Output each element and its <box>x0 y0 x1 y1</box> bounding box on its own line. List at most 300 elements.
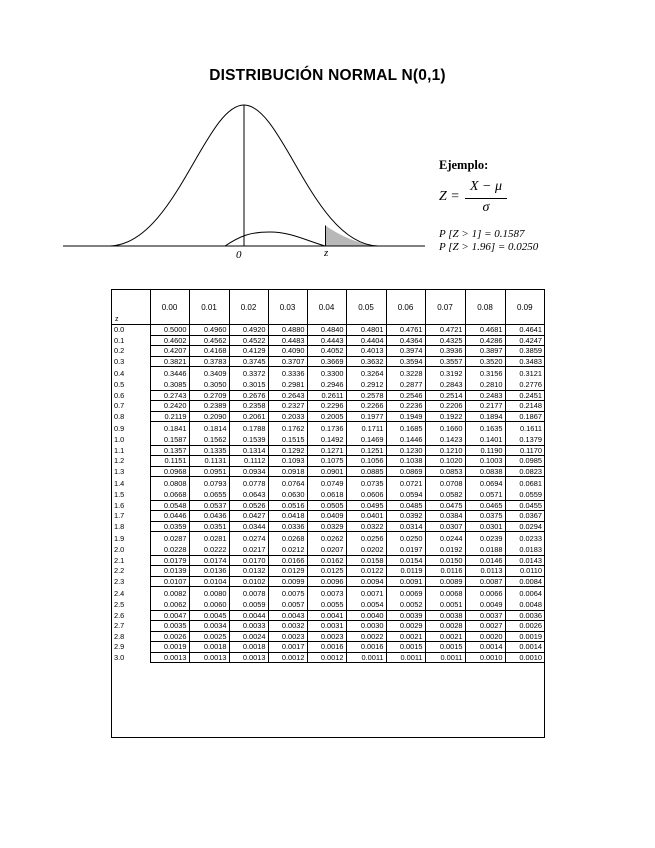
probability-cell: 0.0630 <box>268 490 307 500</box>
probability-cell: 0.0048 <box>505 600 544 610</box>
probability-cell: 0.5000 <box>150 325 189 336</box>
table-row <box>112 555 544 566</box>
table-row <box>112 390 544 401</box>
probability-cell: 0.0047 <box>150 610 189 621</box>
probability-cell: 0.0250 <box>386 532 425 546</box>
probability-cell: 0.0307 <box>425 521 465 532</box>
probability-cell: 0.1736 <box>307 422 346 436</box>
probability-cell: 0.2090 <box>189 411 229 422</box>
probability-cell: 0.2296 <box>307 401 346 412</box>
probability-cell: 0.0322 <box>346 521 386 532</box>
probability-cell: 0.0183 <box>505 545 544 555</box>
probability-cell: 0.3783 <box>189 356 229 367</box>
probability-cell: 0.0069 <box>386 587 425 601</box>
probability-cell: 0.2061 <box>229 411 268 422</box>
probability-cell: 0.0043 <box>268 610 307 621</box>
z-value-cell: 1.0 <box>114 435 125 445</box>
z-value-cell: 2.3 <box>114 576 125 586</box>
z-value-cell: 2.4 <box>114 588 125 598</box>
probability-cell: 0.4052 <box>307 346 346 357</box>
probability-cell: 0.1056 <box>346 456 386 467</box>
probability-cell: 0.0885 <box>346 466 386 477</box>
probability-cell: 0.0559 <box>505 490 544 500</box>
column-header: 0.07 <box>425 290 465 325</box>
probability-cell: 0.0384 <box>425 511 465 522</box>
probability-cell: 0.0202 <box>346 545 386 555</box>
probability-cell: 0.3015 <box>229 380 268 390</box>
probability-cell: 0.0125 <box>307 566 346 577</box>
probability-cell: 0.3264 <box>346 367 386 381</box>
probability-cell: 0.3483 <box>505 356 544 367</box>
z-value-cell: 2.2 <box>114 566 125 575</box>
table-row <box>112 621 544 632</box>
probability-cell: 0.3409 <box>189 367 229 381</box>
probability-cell: 0.3520 <box>465 356 505 367</box>
probability-cell: 0.0694 <box>465 477 505 491</box>
probability-cell: 0.0064 <box>505 587 544 601</box>
probability-cell: 0.0179 <box>150 555 189 566</box>
table-row <box>112 532 544 546</box>
probability-cell: 0.3669 <box>307 356 346 367</box>
probability-cell: 0.0548 <box>150 500 189 511</box>
table-row <box>112 325 544 336</box>
probability-cell: 0.4404 <box>346 335 386 346</box>
table-row <box>112 367 544 381</box>
probability-cell: 0.1762 <box>268 422 307 436</box>
probability-cell: 0.0934 <box>229 466 268 477</box>
probability-cell: 0.2420 <box>150 401 189 412</box>
column-header: 0.05 <box>346 290 386 325</box>
probability-cell: 0.0537 <box>189 500 229 511</box>
z-value-cell: 2.6 <box>114 610 125 620</box>
column-header: 0.09 <box>505 290 544 325</box>
origin-label: 0 <box>236 249 242 261</box>
probability-cell: 0.1292 <box>268 445 307 456</box>
probability-cell: 0.0351 <box>189 521 229 532</box>
probability-cell: 0.0197 <box>386 545 425 555</box>
probability-cell: 0.3085 <box>150 380 189 390</box>
table-row <box>112 545 544 555</box>
probability-cell: 0.4247 <box>505 335 544 346</box>
formula-numerator: X − μ <box>469 179 503 194</box>
probability-cell: 0.3156 <box>465 367 505 381</box>
table-row <box>112 346 544 357</box>
probability-cell: 0.0080 <box>189 587 229 601</box>
probability-cell: 0.0455 <box>505 500 544 511</box>
probability-cell: 0.3300 <box>307 367 346 381</box>
probability-cell: 0.0838 <box>465 466 505 477</box>
probability-example-2: P [Z > 1.96] = 0.0250 <box>439 241 539 253</box>
probability-cell: 0.0129 <box>268 566 307 577</box>
probability-cell: 0.0287 <box>150 532 189 546</box>
probability-cell: 0.0016 <box>346 642 386 653</box>
probability-cell: 0.0051 <box>425 600 465 610</box>
probability-cell: 0.0102 <box>229 576 268 587</box>
table-row <box>112 401 544 412</box>
probability-cell: 0.0244 <box>425 532 465 546</box>
table-row <box>112 356 544 367</box>
probability-cell: 0.0014 <box>465 642 505 653</box>
probability-cell: 0.0119 <box>386 566 425 577</box>
probability-cell: 0.0212 <box>268 545 307 555</box>
probability-cell: 0.0015 <box>386 642 425 653</box>
probability-cell: 0.0068 <box>425 587 465 601</box>
z-value-cell: 1.1 <box>114 445 125 455</box>
probability-cell: 0.2358 <box>229 401 268 412</box>
probability-cell: 0.3707 <box>268 356 307 367</box>
small-curve <box>225 232 325 246</box>
probability-cell: 0.2177 <box>465 401 505 412</box>
probability-cell: 0.1357 <box>150 445 189 456</box>
probability-cell: 0.0268 <box>268 532 307 546</box>
probability-cell: 0.2546 <box>386 390 425 401</box>
z-value-cell: 2.8 <box>114 631 125 641</box>
probability-cell: 0.0057 <box>268 600 307 610</box>
table-row <box>112 587 544 601</box>
probability-cell: 0.0409 <box>307 511 346 522</box>
probability-cell: 0.0016 <box>307 642 346 653</box>
probability-cell: 0.0099 <box>268 576 307 587</box>
probability-cell: 0.0021 <box>386 631 425 642</box>
probability-cell: 0.3446 <box>150 367 189 381</box>
probability-cell: 0.0336 <box>268 521 307 532</box>
probability-cell: 0.1230 <box>386 445 425 456</box>
z-value-cell: 2.0 <box>114 545 125 555</box>
probability-cell: 0.1190 <box>465 445 505 456</box>
probability-cell: 0.0853 <box>425 466 465 477</box>
z-value-cell: 1.2 <box>114 456 125 465</box>
probability-cell: 0.1660 <box>425 422 465 436</box>
probability-cell: 0.0668 <box>150 490 189 500</box>
probability-cell: 0.2451 <box>505 390 544 401</box>
z-value-cell: 1.5 <box>114 490 125 500</box>
probability-cell: 0.0485 <box>386 500 425 511</box>
formula-denominator: σ <box>482 200 490 215</box>
formula-lhs: Z = <box>439 189 460 204</box>
probability-cell: 0.3936 <box>425 346 465 357</box>
probability-cell: 0.4522 <box>229 335 268 346</box>
probability-cell: 0.2266 <box>346 401 386 412</box>
z-value-cell: 0.9 <box>114 423 125 433</box>
probability-cell: 0.0011 <box>425 652 465 663</box>
table-header-row <box>112 290 544 325</box>
probability-cell: 0.0110 <box>505 566 544 577</box>
probability-cell: 0.0166 <box>268 555 307 566</box>
probability-cell: 0.0022 <box>346 631 386 642</box>
probability-cell: 0.0023 <box>268 631 307 642</box>
probability-cell: 0.1949 <box>386 411 425 422</box>
z-value-cell: 0.5 <box>114 380 125 390</box>
probability-cell: 0.0146 <box>465 555 505 566</box>
z-column-header: z <box>112 290 150 325</box>
probability-cell: 0.0475 <box>425 500 465 511</box>
probability-cell: 0.4286 <box>465 335 505 346</box>
probability-cell: 0.0735 <box>346 477 386 491</box>
probability-cell: 0.0516 <box>268 500 307 511</box>
probability-cell: 0.0012 <box>268 652 307 663</box>
probability-cell: 0.1131 <box>189 456 229 467</box>
probability-cell: 0.4641 <box>505 325 544 336</box>
table-row <box>112 600 544 610</box>
probability-cell: 0.0104 <box>189 576 229 587</box>
probability-cell: 0.0314 <box>386 521 425 532</box>
probability-cell: 0.0207 <box>307 545 346 555</box>
z-value-cell: 2.7 <box>114 621 125 630</box>
probability-cell: 0.1587 <box>150 435 189 445</box>
probability-cell: 0.0020 <box>465 631 505 642</box>
probability-cell: 0.0154 <box>386 555 425 566</box>
column-header: 0.04 <box>307 290 346 325</box>
column-header: 0.02 <box>229 290 268 325</box>
column-header: 0.06 <box>386 290 425 325</box>
probability-cell: 0.0087 <box>465 576 505 587</box>
probability-cell: 0.4325 <box>425 335 465 346</box>
probability-example-1: P [Z > 1] = 0.1587 <box>439 228 525 240</box>
probability-cell: 0.1151 <box>150 456 189 467</box>
probability-cell: 0.4207 <box>150 346 189 357</box>
probability-cell: 0.0011 <box>386 652 425 663</box>
probability-cell: 0.0034 <box>189 621 229 632</box>
probability-cell: 0.0096 <box>307 576 346 587</box>
probability-cell: 0.0985 <box>505 456 544 467</box>
probability-cell: 0.4761 <box>386 325 425 336</box>
probability-cell: 0.0344 <box>229 521 268 532</box>
probability-cell: 0.1093 <box>268 456 307 467</box>
z-value-cell: 1.7 <box>114 511 125 520</box>
z-value-cell: 1.9 <box>114 533 125 543</box>
probability-cell: 0.0040 <box>346 610 386 621</box>
probability-cell: 0.1814 <box>189 422 229 436</box>
probability-cell: 0.0055 <box>307 600 346 610</box>
probability-cell: 0.0089 <box>425 576 465 587</box>
probability-cell: 0.4364 <box>386 335 425 346</box>
table-row <box>112 521 544 532</box>
table-row <box>112 652 544 663</box>
probability-cell: 0.1711 <box>346 422 386 436</box>
z-value-cell: 1.4 <box>114 478 125 488</box>
probability-cell: 0.0132 <box>229 566 268 577</box>
z-value-cell: 1.3 <box>114 466 125 476</box>
probability-cell: 0.2776 <box>505 380 544 390</box>
probability-cell: 0.0217 <box>229 545 268 555</box>
probability-cell: 0.0606 <box>346 490 386 500</box>
z-value-cell: 0.3 <box>114 356 125 366</box>
probability-cell: 0.4483 <box>268 335 307 346</box>
probability-cell: 0.0038 <box>425 610 465 621</box>
probability-cell: 0.3192 <box>425 367 465 381</box>
probability-cell: 0.0808 <box>150 477 189 491</box>
probability-cell: 0.0256 <box>346 532 386 546</box>
column-header: 0.08 <box>465 290 505 325</box>
probability-cell: 0.0026 <box>150 631 189 642</box>
probability-cell: 0.1003 <box>465 456 505 467</box>
probability-cell: 0.0113 <box>465 566 505 577</box>
table-row <box>112 380 544 390</box>
probability-cell: 0.0262 <box>307 532 346 546</box>
probability-cell: 0.0052 <box>386 600 425 610</box>
probability-cell: 0.0037 <box>465 610 505 621</box>
probability-cell: 0.0107 <box>150 576 189 587</box>
probability-cell: 0.4168 <box>189 346 229 357</box>
probability-cell: 0.2676 <box>229 390 268 401</box>
table-row <box>112 511 544 522</box>
probability-cell: 0.0136 <box>189 566 229 577</box>
probability-cell: 0.1469 <box>346 435 386 445</box>
probability-cell: 0.1635 <box>465 422 505 436</box>
probability-cell: 0.0031 <box>307 621 346 632</box>
table-row <box>112 456 544 467</box>
probability-cell: 0.0010 <box>465 652 505 663</box>
probability-cell: 0.0495 <box>346 500 386 511</box>
probability-cell: 0.0778 <box>229 477 268 491</box>
probability-cell: 0.3632 <box>346 356 386 367</box>
example-label: Ejemplo: <box>439 158 489 172</box>
probability-cell: 0.3594 <box>386 356 425 367</box>
probability-cell: 0.0035 <box>150 621 189 632</box>
probability-cell: 0.0174 <box>189 555 229 566</box>
probability-cell: 0.3228 <box>386 367 425 381</box>
probability-cell: 0.0062 <box>150 600 189 610</box>
probability-cell: 0.1038 <box>386 456 425 467</box>
probability-cell: 0.1894 <box>465 411 505 422</box>
probability-cell: 0.0505 <box>307 500 346 511</box>
probability-cell: 0.0084 <box>505 576 544 587</box>
table-row <box>112 422 544 436</box>
probability-cell: 0.0594 <box>386 490 425 500</box>
probability-cell: 0.3859 <box>505 346 544 357</box>
probability-cell: 0.1423 <box>425 435 465 445</box>
probability-cell: 0.0049 <box>465 600 505 610</box>
z-value-cell: 2.5 <box>114 600 125 610</box>
probability-cell: 0.0019 <box>150 642 189 653</box>
probability-cell: 0.1210 <box>425 445 465 456</box>
normal-curve-figure <box>0 0 655 270</box>
probability-cell: 0.2327 <box>268 401 307 412</box>
probability-cell: 0.0066 <box>465 587 505 601</box>
table-row <box>112 445 544 456</box>
probability-cell: 0.0793 <box>189 477 229 491</box>
probability-cell: 0.0091 <box>386 576 425 587</box>
probability-cell: 0.2483 <box>465 390 505 401</box>
probability-cell: 0.0041 <box>307 610 346 621</box>
probability-cell: 0.0655 <box>189 490 229 500</box>
probability-cell: 0.0018 <box>229 642 268 653</box>
table-row <box>112 576 544 587</box>
probability-cell: 0.1401 <box>465 435 505 445</box>
probability-cell: 0.0024 <box>229 631 268 642</box>
probability-cell: 0.0045 <box>189 610 229 621</box>
probability-cell: 0.0054 <box>346 600 386 610</box>
probability-cell: 0.4562 <box>189 335 229 346</box>
probability-cell: 0.1112 <box>229 456 268 467</box>
probability-cell: 0.1314 <box>229 445 268 456</box>
probability-cell: 0.0582 <box>425 490 465 500</box>
probability-cell: 0.0228 <box>150 545 189 555</box>
probability-cell: 0.0465 <box>465 500 505 511</box>
column-header: 0.00 <box>150 290 189 325</box>
table-row <box>112 500 544 511</box>
probability-cell: 0.4681 <box>465 325 505 336</box>
probability-cell: 0.2946 <box>307 380 346 390</box>
probability-cell: 0.0571 <box>465 490 505 500</box>
probability-cell: 0.0059 <box>229 600 268 610</box>
probability-cell: 0.0015 <box>425 642 465 653</box>
probability-cell: 0.0021 <box>425 631 465 642</box>
fraction-bar <box>465 198 507 199</box>
probability-cell: 0.0033 <box>229 621 268 632</box>
probability-cell: 0.0023 <box>307 631 346 642</box>
probability-cell: 0.0082 <box>150 587 189 601</box>
table-row <box>112 631 544 642</box>
probability-cell: 0.0071 <box>346 587 386 601</box>
table-row <box>112 490 544 500</box>
probability-cell: 0.4960 <box>189 325 229 336</box>
z-value-cell: 0.6 <box>114 390 125 400</box>
probability-cell: 0.2981 <box>268 380 307 390</box>
probability-cell: 0.2912 <box>346 380 386 390</box>
probability-cell: 0.0073 <box>307 587 346 601</box>
z-value-cell: 0.1 <box>114 335 125 345</box>
probability-cell: 0.0017 <box>268 642 307 653</box>
z-value-cell: 0.8 <box>114 411 125 421</box>
probability-cell: 0.4090 <box>268 346 307 357</box>
probability-cell: 0.0294 <box>505 521 544 532</box>
table-row <box>112 435 544 445</box>
probability-cell: 0.2843 <box>425 380 465 390</box>
table-row <box>112 335 544 346</box>
probability-cell: 0.3121 <box>505 367 544 381</box>
probability-cell: 0.0032 <box>268 621 307 632</box>
probability-cell: 0.0869 <box>386 466 425 477</box>
probability-cell: 0.0030 <box>346 621 386 632</box>
probability-cell: 0.1562 <box>189 435 229 445</box>
probability-cell: 0.2206 <box>425 401 465 412</box>
z-table-frame <box>111 289 545 738</box>
probability-cell: 0.0075 <box>268 587 307 601</box>
probability-cell: 0.4801 <box>346 325 386 336</box>
probability-cell: 0.0367 <box>505 511 544 522</box>
probability-cell: 0.1685 <box>386 422 425 436</box>
probability-cell: 0.2877 <box>386 380 425 390</box>
probability-cell: 0.0028 <box>425 621 465 632</box>
probability-cell: 0.2119 <box>150 411 189 422</box>
probability-cell: 0.0143 <box>505 555 544 566</box>
probability-cell: 0.4129 <box>229 346 268 357</box>
probability-cell: 0.0643 <box>229 490 268 500</box>
z-value-cell: 0.4 <box>114 368 125 378</box>
probability-cell: 0.0618 <box>307 490 346 500</box>
probability-cell: 0.0039 <box>386 610 425 621</box>
probability-cell: 0.0418 <box>268 511 307 522</box>
probability-cell: 0.1271 <box>307 445 346 456</box>
probability-cell: 0.0162 <box>307 555 346 566</box>
column-header: 0.03 <box>268 290 307 325</box>
probability-cell: 0.0392 <box>386 511 425 522</box>
probability-cell: 0.0078 <box>229 587 268 601</box>
probability-cell: 0.0192 <box>425 545 465 555</box>
probability-cell: 0.0036 <box>505 610 544 621</box>
probability-cell: 0.0222 <box>189 545 229 555</box>
z-label: z <box>324 247 329 259</box>
page-title: DISTRIBUCIÓN NORMAL N(0,1) <box>209 67 446 84</box>
probability-cell: 0.2743 <box>150 390 189 401</box>
probability-cell: 0.0721 <box>386 477 425 491</box>
probability-cell: 0.0011 <box>346 652 386 663</box>
probability-cell: 0.2005 <box>307 411 346 422</box>
probability-cell: 0.0150 <box>425 555 465 566</box>
table-row <box>112 566 544 577</box>
probability-cell: 0.0013 <box>150 652 189 663</box>
